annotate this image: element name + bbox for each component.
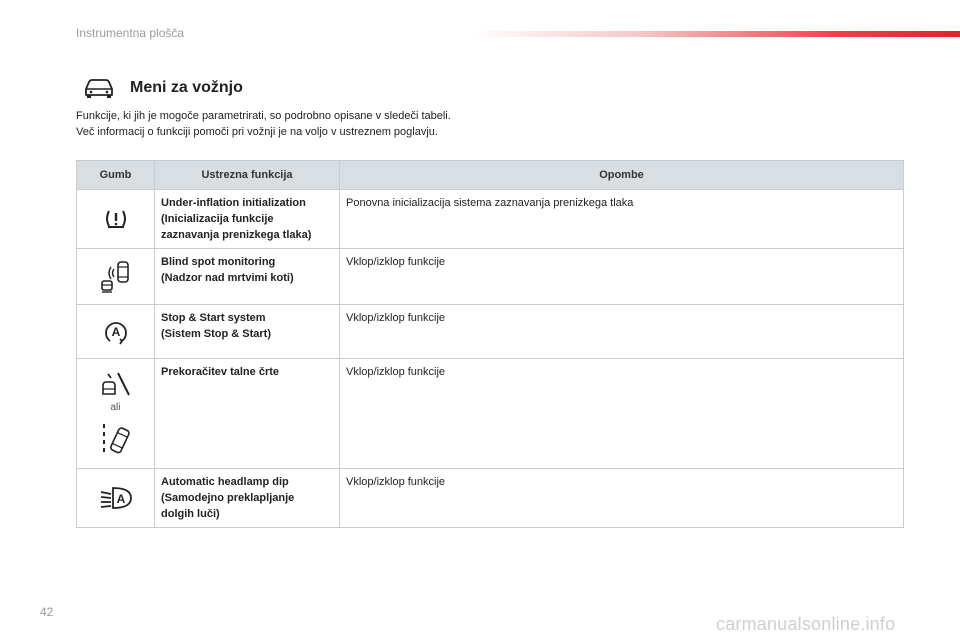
function-line: (Samodejno preklapljanje: [161, 492, 295, 504]
function-cell: [155, 359, 340, 469]
column-header-notes: Opombe: [340, 161, 904, 190]
car-icon: [82, 76, 116, 100]
tyre-pressure-warning-icon: [103, 206, 129, 232]
function-line: Prekoračitev talne črte: [161, 366, 280, 378]
function-line: (Nadzor nad mrtvimi koti): [161, 272, 294, 284]
button-cell[interactable]: [77, 469, 155, 528]
function-cell: [155, 190, 340, 249]
note-cell: Vklop/izklop funkcije: [340, 469, 904, 528]
header-accent-bar: [470, 31, 960, 37]
function-line: (Inicializacija funkcije: [161, 213, 274, 225]
or-text: ali: [110, 401, 121, 413]
intro-line: Več informacij o funkciji pomoči pri vožnji je na voljo v ustreznem poglavju.: [76, 126, 438, 138]
page-number: 42: [40, 605, 54, 619]
function-line: Blind spot monitoring: [161, 256, 276, 268]
function-line: zaznavanja prenizkega tlaka): [161, 229, 312, 241]
table-header-row: [77, 161, 904, 190]
lane-departure-icon: [100, 370, 132, 398]
function-line: Under-inflation initialization: [161, 197, 306, 209]
function-line: Automatic headlamp dip: [161, 476, 289, 488]
button-cell[interactable]: [77, 190, 155, 249]
table-row: [77, 469, 904, 528]
table-row: [77, 305, 904, 359]
note-cell: Vklop/izklop funkcije: [340, 249, 904, 305]
lane-departure-car-icon: [100, 422, 132, 458]
column-header-button: Gumb: [77, 161, 155, 190]
stop-start-icon: [101, 317, 131, 347]
table-row: [77, 190, 904, 249]
function-cell: [155, 249, 340, 305]
intro-line: Funkcije, ki jih je mogoče parametrirati, so podrobno opisane v sledeči tabeli.: [76, 110, 451, 122]
section-heading: [82, 76, 243, 100]
function-cell: [155, 469, 340, 528]
functions-table: [76, 160, 904, 528]
svg-text:A: A: [111, 324, 120, 339]
function-line: Stop & Start system: [161, 312, 266, 324]
note-cell: Ponovna inicializacija sistema zaznavanja prenizkega tlaka: [340, 190, 904, 249]
function-line: (Sistem Stop & Start): [161, 328, 272, 340]
watermark: carmanualsonline.info: [716, 614, 896, 634]
button-cell[interactable]: [77, 249, 155, 305]
section-title: Meni za vožnjo: [130, 79, 243, 96]
intro-text: [76, 108, 451, 140]
function-line: dolgih luči): [161, 508, 220, 520]
table-row: [77, 249, 904, 305]
function-cell: [155, 305, 340, 359]
header-title: Instrumentna plošča: [76, 26, 185, 40]
note-cell: Vklop/izklop funkcije: [340, 359, 904, 469]
svg-text:A: A: [116, 492, 125, 506]
blind-spot-monitoring-icon: [99, 259, 133, 295]
automatic-headlamp-dip-icon: [99, 486, 133, 510]
button-cell[interactable]: [77, 305, 155, 359]
note-cell: Vklop/izklop funkcije: [340, 305, 904, 359]
column-header-function: Ustrezna funkcija: [155, 161, 340, 190]
button-cell[interactable]: [77, 359, 155, 469]
table-row: [77, 359, 904, 469]
